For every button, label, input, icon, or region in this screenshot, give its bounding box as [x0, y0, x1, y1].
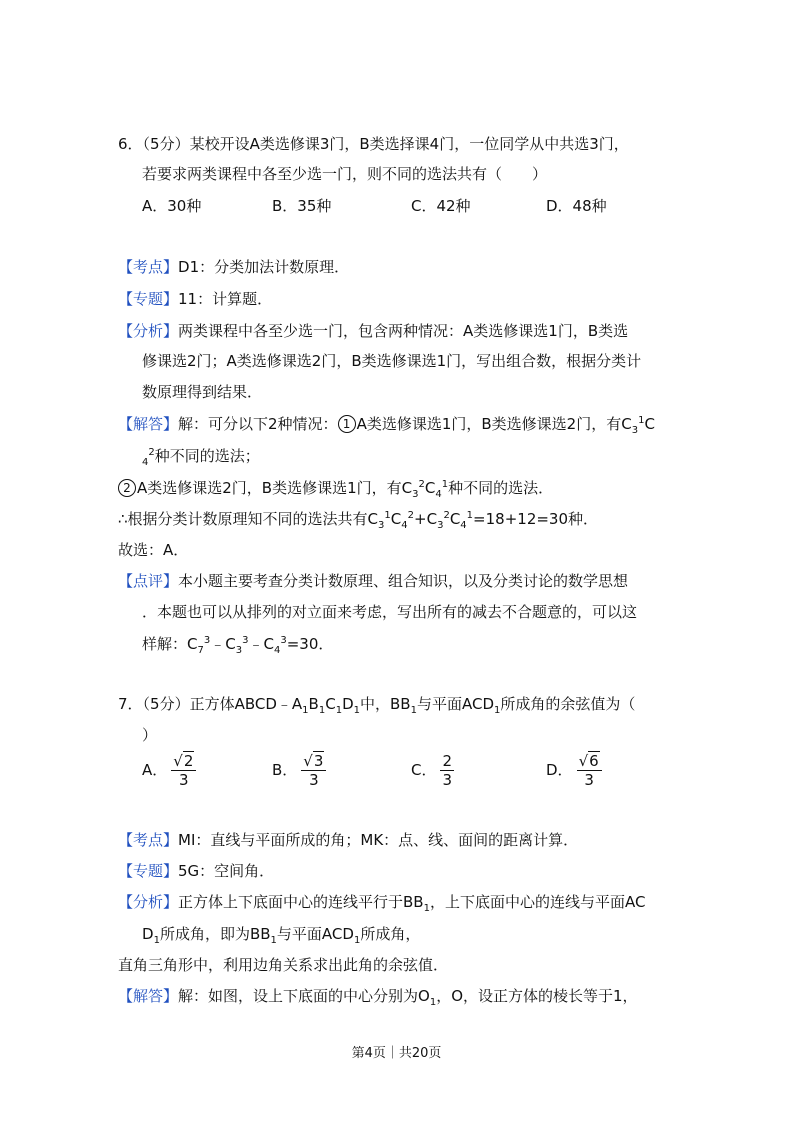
dianping-text: 样解：C [142, 635, 198, 653]
q7-fenxi-line1: 【分析】正方体上下底面中心的连线平行于$BB_1$，上下底面中心的连线与平面AC [118, 893, 646, 914]
zhuanti-tag: 【专题】 [118, 290, 179, 308]
fenxi-text: 所成角，即为BB [159, 925, 271, 943]
fraction [440, 752, 454, 789]
jieda-text: ，O，设正方体的棱长等于1， [436, 987, 638, 1005]
q7-stem-line1: 7．（5分）正方体$ABCD﹣A_1B_1C_1D_1$中，$BB_1$与平面$ACD_1$所成角的余弦值为（ [118, 695, 636, 716]
q6-jieda-line5: 故选：A． [118, 541, 189, 559]
q6-zhuanti [118, 289, 272, 309]
q7-stem-text: 中，BB [360, 695, 411, 713]
kaodian-text: D1：分类加法计数原理． [178, 258, 350, 276]
q7-fenxi-line3: 直角三角形中，利用边角关系求出此角的余弦值． [118, 956, 449, 974]
fraction-numerator: 3 [313, 752, 324, 770]
q6-stem-line2: 若要求两类课程中各至少选一门，则不同的选法共有（ ） [142, 165, 548, 183]
fraction-denominator: 3 [309, 771, 319, 789]
fraction-denominator: 3 [584, 771, 594, 789]
q6-fenxi-line3: 数原理得到结果． [142, 383, 263, 401]
fraction: $\frac{√3}{3}$ [301, 752, 326, 789]
q7-stem-text: 与平面ACD [416, 695, 495, 713]
jieda-text: 种不同的选法． [448, 479, 554, 497]
q6-option-d: D．48种 [546, 197, 607, 215]
option-label: C． [411, 761, 437, 779]
q6-dianping-line2: ．本题也可以从排列的对立面来考虑，写出所有的减去不合题意的，可以这 [142, 603, 638, 621]
q6-option-b: B．35种 [272, 197, 332, 215]
jieda-text: 解：可分以下2种情况： [178, 415, 338, 433]
q7-option-b [272, 752, 326, 789]
q7-stem-text: 7．（5分）正方体ABCD﹣A [118, 695, 303, 713]
option-label: B． [272, 761, 298, 779]
q6-stem-line1: 6．（5分）某校开设A类选修课3门，B类选择课4门，一位同学从中共选3门， [118, 135, 629, 153]
jieda-tag: 【解答】 [118, 987, 179, 1005]
fraction-numerator: 2 [183, 752, 194, 770]
q7-option-d [546, 752, 602, 789]
jieda-text: 种不同的选法； [154, 447, 260, 465]
q6-kaodian [118, 257, 349, 277]
q6-jieda-line3: 2 A类选修课选2门，B类选修课选1门，有$C_3^2C_4^1$种不同的选法． [118, 478, 553, 498]
fraction-numerator: 6 [589, 752, 599, 770]
fenxi-text: 正方体上下底面中心的连线平行于BB [178, 893, 424, 911]
fraction: $\frac{√6}{3}$ [577, 752, 602, 789]
option-label: A． [142, 761, 168, 779]
jieda-text: A类选修课选1门，B类选修课选2门，有C [356, 415, 632, 433]
q7-jieda-line1: 【解答】解：如图，设上下底面的中心分别为$O_1$，O，设正方体的棱长等于1， [118, 987, 638, 1008]
q7-kaodian [118, 830, 578, 850]
page-footer: 第4页｜共20页 [351, 1046, 442, 1061]
q6-dianping-line1 [118, 571, 628, 591]
q6-option-c: C．42种 [411, 197, 471, 215]
q7-option-a [142, 752, 196, 789]
fenxi-text: 两类课程中各至少选一门，包含两种情况：A类选修课选1门，B类选 [178, 322, 629, 340]
fraction-denominator: 3 [442, 771, 453, 789]
q6-option-a: A．30种 [142, 197, 202, 215]
zhuanti-text: 11：计算题． [178, 290, 273, 308]
jieda-text: ∴根据分类计数原理知不同的选法共有C [118, 510, 379, 528]
q6-fenxi-line1 [118, 321, 628, 341]
dianping-text: =30． [286, 635, 334, 653]
zhuanti-text: 5G：空间角． [178, 862, 275, 880]
fraction: $\frac{√2}{3}$ [171, 752, 196, 789]
jieda-text: A类选修课选2门，B类选修课选1门，有C [137, 479, 413, 497]
q7-stem-line2: ） [142, 726, 158, 744]
zhuanti-tag: 【专题】 [118, 862, 179, 880]
kaodian-tag: 【考点】 [118, 831, 179, 849]
circled-number: 2 [118, 479, 136, 497]
dianping-tag: 【点评】 [118, 572, 179, 590]
fenxi-text: 所成角， [360, 925, 421, 943]
q6-jieda-line4: ∴根据分类计数原理知不同的选法共有$C_3^1C_4^2+C_3^2C_4^1=18+12=30$种． [118, 510, 599, 531]
fenxi-tag: 【分析】 [118, 893, 179, 911]
option-label: D． [546, 761, 573, 779]
fraction-denominator: 3 [179, 771, 189, 789]
q6-fenxi-line2: 修课选2门；A类选修课选2门，B类选修课选1门，写出组合数，根据分类计 [142, 352, 642, 370]
fenxi-text: ，上下底面中心的连线与平面AC [429, 893, 646, 911]
q6-jieda-line1: 【解答】解：可分以下2种情况： 1 A类选修课选1门，B类选修课选2门，有$C_3^1C$ [118, 415, 655, 436]
fenxi-tag: 【分析】 [118, 322, 179, 340]
kaodian-tag: 【考点】 [118, 258, 179, 276]
q7-fenxi-line2: $D_1$所成角，即为$BB_1$与平面$ACD_1$所成角， [142, 925, 421, 946]
jieda-tag: 【解答】 [118, 415, 179, 433]
jieda-text: 解：如图，设上下底面的中心分别为O [178, 987, 430, 1005]
fenxi-text: D [142, 925, 154, 943]
fenxi-text: 与平面ACD [276, 925, 354, 943]
q6-jieda-line2: $_4^2$种不同的选法； [142, 447, 260, 468]
q7-zhuanti [118, 861, 274, 881]
fraction-numerator: 2 [442, 752, 453, 770]
dianping-text: 本小题主要考查分类计数原理、组合知识，以及分类讨论的数学思想 [178, 572, 629, 590]
q6-dianping-line3: 样解：$C_7^3﹣C_3^3﹣C_4^3=30$． [142, 635, 334, 656]
q7-stem-text: 所成角的余弦值为（ [500, 695, 636, 713]
circled-number: 1 [338, 415, 356, 433]
q7-option-c [411, 752, 454, 789]
jieda-text: =18+12=30种． [473, 510, 599, 528]
kaodian-text: MI：直线与平面所成的角；MK：点、线、面间的距离计算． [178, 831, 579, 849]
